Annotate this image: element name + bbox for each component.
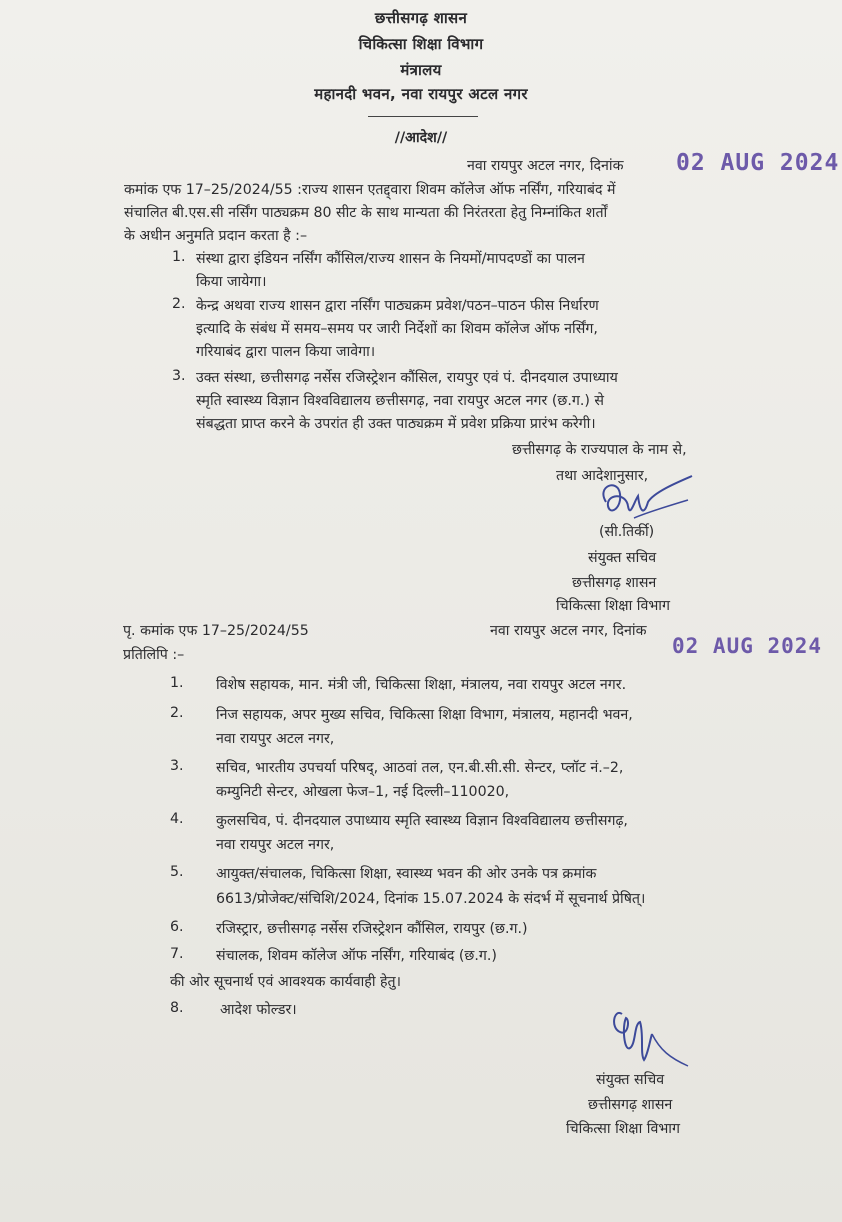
condition-line: केन्द्र अथवा राज्य शासन द्वारा नर्सिंग पाठ्यक्रम प्रवेश/पठन–पाठन फीस निर्धारण (196, 298, 599, 314)
copy-number: 4. (170, 811, 184, 827)
signatory-dept: चिकित्सा शिक्षा विभाग (556, 598, 670, 614)
copy-line: नवा रायपुर अटल नगर, (216, 837, 335, 853)
condition-line: किया जायेगा। (196, 274, 267, 290)
condition-line: स्मृति स्वास्थ्य विज्ञान विश्वविद्यालय छत्तीसगढ़, नवा रायपुर अटल नगर (छ.ग.) से (196, 393, 604, 409)
copy-number: 6. (170, 919, 184, 935)
header-address: महानदी भवन, नवा रायपुर अटल नगर (314, 85, 528, 103)
signatory-2-dept: चिकित्सा शिक्षा विभाग (566, 1121, 680, 1137)
place-date-label: नवा रायपुर अटल नगर, दिनांक (467, 158, 624, 174)
condition-number: 2. (172, 296, 186, 312)
copy-number: 5. (170, 864, 184, 880)
copies-footer: की ओर सूचनार्थ एवं आवश्यक कार्यवाही हेतु। (170, 974, 402, 990)
intro-line-2: संचालित बी.एस.सी नर्सिंग पाठ्यक्रम 80 सीट के साथ मान्यता की निरंतरता हेतु निम्नांकित शर्तों (124, 205, 608, 221)
copy-line: 6613/प्रोजेक्ट/संचिशि/2024, दिनांक 15.07.2024 के संदर्भ में सूचनार्थ प्रेषित्। (216, 891, 646, 907)
condition-line: गरियाबंद द्वारा पालन किया जावेगा। (196, 344, 376, 360)
intro-line-1: कमांक एफ 17–25/2024/55 :राज्य शासन एतद्द्वारा शिवम कॉलेज ऑफ नर्सिंग, गरियाबंद में (124, 182, 616, 198)
header-ministry: मंत्रालय (400, 61, 442, 79)
copy-line: कुलसचिव, पं. दीनदयाल उपाध्याय स्मृति स्वास्थ्य विज्ञान विश्वविद्यालय छत्तीसगढ़, (216, 813, 628, 829)
condition-line: उक्त संस्था, छत्तीसगढ़ नर्सेस रजिस्ट्रेशन कौंसिल, रायपुर एवं पं. दीनदयाल उपाध्याय (196, 370, 618, 386)
condition-number: 1. (172, 249, 186, 265)
copy-label: प्रतिलिपि :– (123, 647, 185, 663)
copy-number: 1. (170, 675, 184, 691)
authority-line-1: छत्तीसगढ़ के राज्यपाल के नाम से, (512, 442, 687, 458)
copy-number: 8. (170, 1000, 184, 1016)
condition-line: इत्यादि के संबंध में समय–समय पर जारी निर्देशों का शिवम कॉलेज ऑफ नर्सिंग, (196, 321, 598, 337)
signatory-govt: छत्तीसगढ़ शासन (572, 575, 657, 591)
copy-number: 7. (170, 946, 184, 962)
intro-line-3: के अधीन अनुमति प्रदान करता है :– (124, 228, 308, 244)
signature-2 (600, 1004, 700, 1070)
signatory-2-designation: संयुक्त सचिव (596, 1072, 665, 1088)
condition-line: संबद्धता प्राप्त करने के उपरांत ही उक्त पाठ्यक्रम में प्रवेश प्रक्रिया प्रारंभ करेगी। (196, 416, 596, 432)
date-stamp-top: 02 AUG 2024 (676, 150, 840, 176)
copy-line: निज सहायक, अपर मुख्य सचिव, चिकित्सा शिक्षा विभाग, मंत्रालय, महानदी भवन, (216, 707, 633, 723)
signatory-designation: संयुक्त सचिव (588, 550, 657, 566)
endorsement-ref: पृ. कमांक एफ 17–25/2024/55 (123, 623, 309, 639)
copy-line: रजिस्ट्रार, छत्तीसगढ़ नर्सेस रजिस्ट्रेशन कौंसिल, रायपुर (छ.ग.) (216, 921, 528, 937)
condition-number: 3. (172, 368, 186, 384)
copy-number: 3. (170, 758, 184, 774)
copy-line: आयुक्त/संचालक, चिकित्सा शिक्षा, स्वास्थ्य भवन की ओर उनके पत्र क्रमांक (216, 866, 597, 882)
signatory-name: (सी.तिर्की) (599, 524, 655, 540)
header-govt: छत्तीसगढ़ शासन (374, 9, 468, 27)
copy-line: कम्युनिटी सेन्टर, ओखला फेज–1, नई दिल्ली–110020, (216, 784, 510, 800)
copy-line: संचालक, शिवम कॉलेज ऑफ नर्सिंग, गरियाबंद (छ.ग.) (216, 948, 497, 964)
authority-line-2: तथा आदेशानुसार, (556, 468, 649, 484)
copy-line: आदेश फोल्डर। (220, 1002, 297, 1018)
copy-line: नवा रायपुर अटल नगर, (216, 731, 335, 747)
header-divider (368, 116, 478, 117)
signatory-2-govt: छत्तीसगढ़ शासन (588, 1097, 673, 1113)
header-dept: चिकित्सा शिक्षा विभाग (358, 35, 484, 53)
date-stamp-endorsement: 02 AUG 2024 (672, 634, 823, 658)
copy-line: सचिव, भारतीय उपचर्या परिषद्, आठवां तल, एन.बी.सी.सी. सेन्टर, प्लॉट नं.–2, (216, 760, 624, 776)
order-title: //आदेश// (394, 130, 448, 146)
condition-line: संस्था द्वारा इंडियन नर्सिंग कौंसिल/राज्य शासन के नियमों/मापदण्डों का पालन (196, 251, 585, 267)
endorsement-place-date: नवा रायपुर अटल नगर, दिनांक (490, 623, 647, 639)
copy-number: 2. (170, 705, 184, 721)
copy-line: विशेष सहायक, मान. मंत्री जी, चिकित्सा शिक्षा, मंत्रालय, नवा रायपुर अटल नगर. (216, 677, 627, 693)
